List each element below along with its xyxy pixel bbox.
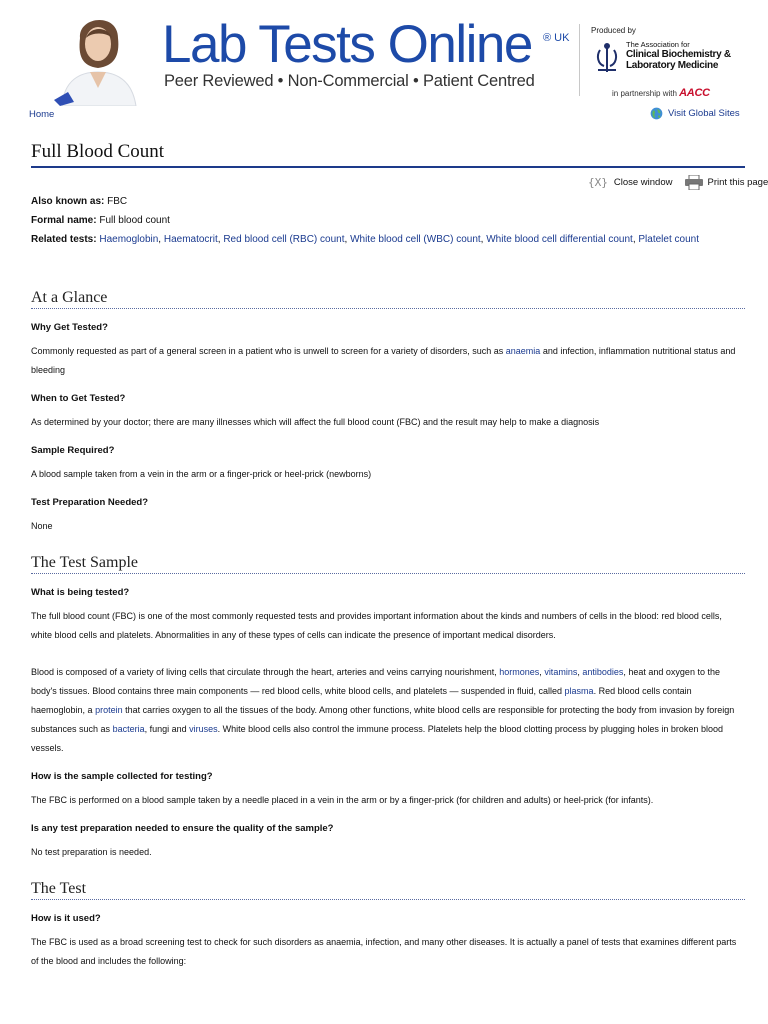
answer-text: Blood is composed of a variety of living cells that circulate through the heart, arteries and veins carrying nourishment, hormones, vitamins, antibodies, heat and oxygen to the body's tissues. Blood contains three main components — red blood cells, white blood cells, and platelets — suspended in fluid, called plasma. Red blood cells contain haemoglobin, a protein that carries oxygen to all the tissues of the body. Among other functions, white blood cells are responsible for protecting the body from invasion by foreign substances such as bacteria, fungi and viruses. White blood cells also control the immune process. Platelets help the blood clotting process by plugging holes in broken blood vessels. [31,667,735,753]
globe-icon [650,107,663,120]
also-known-as-label: Also known as: [31,196,105,207]
answer-text: As determined by your doctor; there are many illnesses which will affect the full blood count (FBC) and the result may help to make a diagnosis [31,417,600,427]
question-heading: Why Get Tested? [31,322,108,333]
acb-line-2: Clinical Biochemistry & [626,49,731,61]
protein-link[interactable]: protein [95,705,123,715]
related-tests-label: Related tests: [31,234,97,245]
visit-global-sites-label: Visit Global Sites [668,108,740,119]
header-divider [579,24,580,96]
antibodies-link[interactable]: antibodies [582,667,624,677]
aacc-logo: AACC [679,87,710,99]
vitamins-link[interactable]: vitamins [544,667,578,677]
plasma-link[interactable]: plasma [564,686,594,696]
answer-text: The FBC is used as a broad screening test to check for such disorders as anaemia, infection, and many other diseases. It is actually a panel of tests that examines different parts of the blood and includes the following: [31,937,737,966]
print-page-button[interactable]: Print this page [707,177,768,188]
answer-text: The full blood count (FBC) is one of the most commonly requested tests and provides important information about the kinds and numbers of cells in the blood: red blood cells, white blood cells and platelets. Abnormalities in any of these types of cells can indicate the presence of important medical disorders. [31,611,722,640]
answer-text: None [31,521,53,531]
home-link[interactable]: Home [29,109,55,120]
viruses-link[interactable]: viruses [189,724,218,734]
brand-region: ® UK [543,32,570,44]
close-icon[interactable]: {X} [588,176,608,189]
also-known-as [31,192,745,211]
related-test-link[interactable]: White blood cell differential count [486,234,633,245]
printer-icon[interactable] [685,175,703,190]
page-tools [588,175,768,190]
acb-name [626,41,731,71]
section-title-at-a-glance: At a Glance [31,289,745,309]
brand-tagline: Peer Reviewed • Non-Commercial • Patient Centred [164,72,535,90]
acb-line-1: The Association for [626,40,690,49]
question-heading: Is any test preparation needed to ensure the quality of the sample? [31,823,334,834]
answer-text-part: and infection, inflammation nutritional status and bleeding [31,346,736,375]
question-heading: How is it used? [31,913,101,924]
acb-logo-icon [592,40,622,76]
close-window-button[interactable]: Close window [613,177,673,188]
formal-name [31,211,745,230]
brand-title: Lab Tests Online [162,15,532,74]
question-heading: Sample Required? [31,445,115,456]
hormones-link[interactable]: hormones [499,667,540,677]
produced-by-label: Produced by [591,26,636,35]
doctor-portrait-image [52,8,144,106]
answer-text-part: , heat and oxygen to the body's tissues. Blood contains three main components — red blood cells, white blood cells, and platelets — suspended in fluid, called [31,667,720,696]
article-content [31,192,745,971]
partnership-label: in partnership with [612,89,677,98]
answer-text-part: , fungi and [144,724,187,734]
title-rule [31,166,745,168]
formal-name-value: Full blood count [99,215,170,226]
related-test-link[interactable]: White blood cell (WBC) count [350,234,481,245]
answer-text: The FBC is performed on a blood sample taken by a needle placed in a vein in the arm or by a finger-prick (for children and adults) or heel-prick (for infants). [31,795,654,805]
answer-text [31,342,745,380]
related-test-link[interactable]: Haemoglobin [99,234,159,245]
question-heading: What is being tested? [31,587,130,598]
answer-text: No test preparation is needed. [31,847,152,857]
formal-name-label: Formal name: [31,215,97,226]
acb-line-3: Laboratory Medicine [626,60,719,72]
answer-text: A blood sample taken from a vein in the arm or a finger-prick or heel-prick (newborns) [31,469,372,479]
section-title-test-sample: The Test Sample [31,554,745,574]
answer-text-part: that carries oxygen to all the tissues of the body. Among other functions, white blood cells are responsible for protecting the body from invasion by foreign substances such as [31,705,735,734]
related-test-link[interactable]: Haematocrit [163,234,218,245]
also-known-as-value: FBC [107,196,128,207]
related-test-link[interactable]: Red blood cell (RBC) count [223,234,345,245]
anaemia-link[interactable]: anaemia [505,346,541,356]
answer-text-part: Commonly requested as part of a general screen in a patient who is unwell to screen for a variety of disorders, such as [31,346,504,356]
question-heading: Test Preparation Needed? [31,497,149,508]
partnership-note [612,87,710,99]
answer-text-part: Blood is composed of a variety of living cells that circulate through the heart, arteries and veins carrying nourishment, [31,667,497,677]
related-test-link[interactable]: Platelet count [638,234,699,245]
section-title-the-test: The Test [31,880,745,900]
question-heading: When to Get Tested? [31,393,126,404]
bacteria-link[interactable]: bacteria [112,724,145,734]
answer-text-part: . White blood cells also control the immune process. Platelets help the blood clotting process by plugging holes in broken blood vessels. [31,724,723,753]
visit-global-sites-link[interactable] [650,107,740,120]
site-header [0,0,768,108]
answer-text-part: . Red blood cells contain haemoglobin, a [31,686,692,715]
page-title: Full Blood Count [31,141,165,162]
question-heading: How is the sample collected for testing? [31,771,213,782]
related-tests: Related tests: Haemoglobin, Haematocrit, Red blood cell (RBC) count, White blood cell (WBC) count, White blood cell differential count, Platelet count [31,234,699,245]
